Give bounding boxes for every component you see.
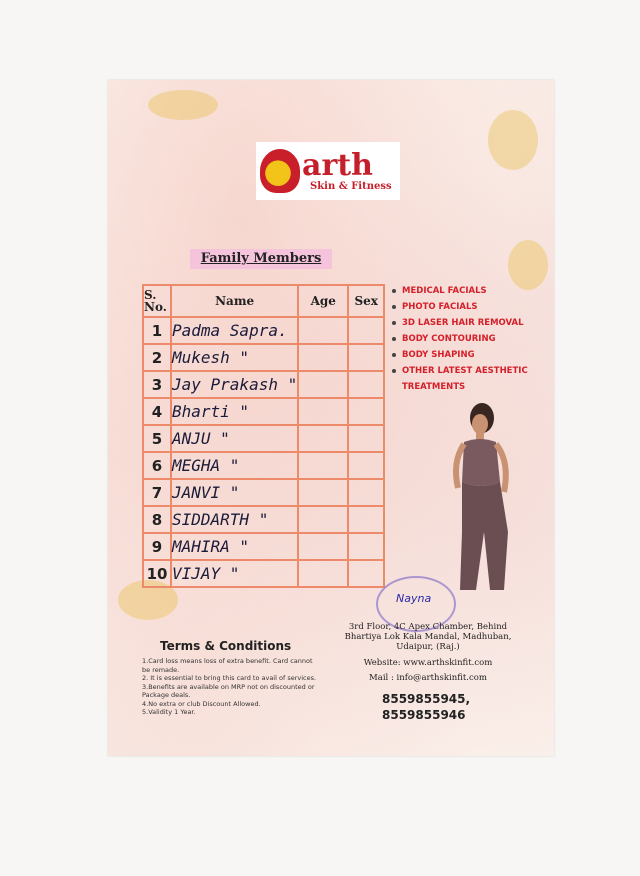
phone-2: 8559855946: [382, 708, 466, 722]
member-name: SIDDARTH ": [171, 506, 298, 533]
table-row: [143, 533, 384, 560]
member-name: MEGHA ": [171, 452, 298, 479]
table-row: [143, 371, 384, 398]
row-number: 2: [143, 344, 171, 371]
member-age: [298, 533, 348, 560]
row-number: 8: [143, 506, 171, 533]
member-sex: [348, 371, 384, 398]
member-age: [298, 398, 348, 425]
member-sex: [348, 533, 384, 560]
member-sex: [348, 398, 384, 425]
service-item: PHOTO FACIALS: [390, 299, 530, 315]
member-age: [298, 344, 348, 371]
row-number: 3: [143, 371, 171, 398]
service-item: MEDICAL FACIALS: [390, 283, 530, 299]
member-age: [298, 317, 348, 344]
table-row: [143, 398, 384, 425]
gold-splash-decoration: [148, 90, 218, 120]
family-members-table: [142, 284, 385, 588]
header-serial-no: S. No.: [143, 285, 171, 317]
member-name: Jay Prakash ": [171, 371, 298, 398]
contact-block: [340, 622, 516, 683]
member-age: [298, 452, 348, 479]
terms-item: 1.Card loss means loss of extra benefit. Card cannot be remade.: [142, 657, 313, 674]
member-name: JANVI ": [171, 479, 298, 506]
phone-1: 8559855945,: [382, 692, 471, 706]
terms-item: 2. It is essential to bring this card to avail of services.: [142, 674, 317, 682]
membership-card: [108, 80, 554, 756]
table-row: [143, 425, 384, 452]
member-sex: [348, 479, 384, 506]
service-item: BODY SHAPING: [390, 347, 530, 363]
terms-item: 5.Validity 1 Year.: [142, 708, 196, 716]
member-sex: [348, 344, 384, 371]
address: 3rd Floor, 4C Apex Chamber, Behind Bhartiya Lok Kala Mandal, Madhuban, Udaipur, (Raj.): [344, 622, 512, 652]
row-number: 10: [143, 560, 171, 587]
member-age: [298, 479, 348, 506]
row-number: 6: [143, 452, 171, 479]
row-number: 1: [143, 317, 171, 344]
member-name: VIJAY ": [171, 560, 298, 587]
header-sex: Sex: [348, 285, 384, 317]
table-row: [143, 452, 384, 479]
member-age: [298, 560, 348, 587]
member-name: Mukesh ": [171, 344, 298, 371]
member-age: [298, 425, 348, 452]
row-number: 7: [143, 479, 171, 506]
model-photo: [438, 402, 520, 590]
row-number: 4: [143, 398, 171, 425]
family-members-title: Family Members: [190, 249, 332, 269]
member-sex: [348, 425, 384, 452]
services-list: [390, 283, 530, 395]
member-name: MAHIRA ": [171, 533, 298, 560]
service-item: 3D LASER HAIR REMOVAL: [390, 315, 530, 331]
table-row: [143, 317, 384, 344]
row-number: 5: [143, 425, 171, 452]
table-row: [143, 344, 384, 371]
website: Website: www.arthskinfit.com: [363, 658, 493, 668]
member-sex: [348, 317, 384, 344]
member-sex: [348, 506, 384, 533]
row-number: 9: [143, 533, 171, 560]
logo-wordmark: arth: [302, 147, 373, 183]
terms-title: Terms & Conditions: [160, 639, 292, 653]
service-item: OTHER LATEST AESTHETIC TREATMENTS: [390, 363, 530, 395]
signature: Nayna: [396, 592, 432, 605]
lion-face-icon: [260, 149, 300, 193]
arth-logo: [256, 142, 400, 200]
member-sex: [348, 452, 384, 479]
phone-numbers: [382, 691, 492, 723]
member-name: Bharti ": [171, 398, 298, 425]
terms-list: [142, 657, 318, 717]
terms-item: 4.No extra or club Discount Allowed.: [142, 699, 261, 708]
table-row: [143, 560, 384, 587]
member-name: ANJU ": [171, 425, 298, 452]
member-name: Padma Sapra.: [171, 317, 298, 344]
member-age: [298, 371, 348, 398]
member-sex: [348, 560, 384, 587]
member-age: [298, 506, 348, 533]
header-name: Name: [171, 285, 298, 317]
header-age: Age: [298, 285, 348, 317]
terms-item: 3.Benefits are available on MRP not on discounted or Package deals.: [142, 682, 315, 699]
logo-subtitle: Skin & Fitness: [310, 180, 392, 192]
service-item: BODY CONTOURING: [390, 331, 530, 347]
gold-splash-decoration: [488, 110, 538, 170]
table-row: [143, 506, 384, 533]
table-row: [143, 479, 384, 506]
email: Mail : info@arthskinfit.com: [369, 673, 487, 683]
